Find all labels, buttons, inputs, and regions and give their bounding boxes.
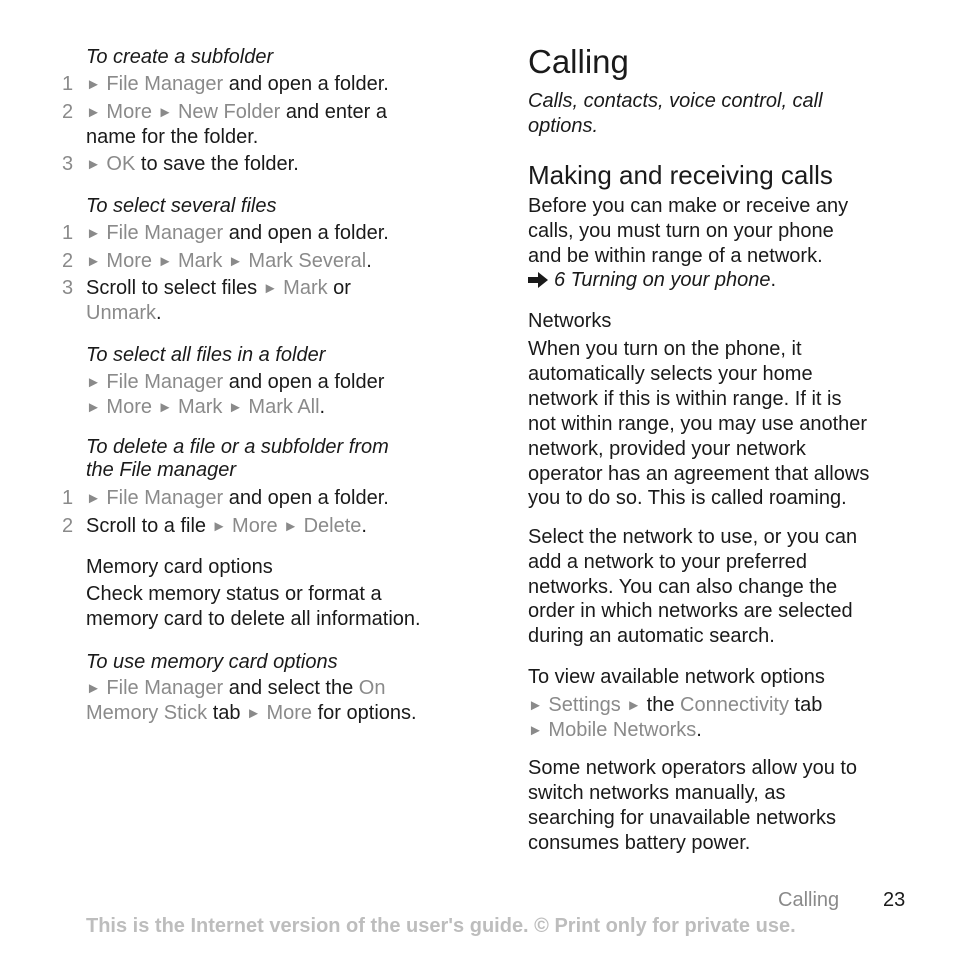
arrow-right-icon: ►: [228, 399, 243, 416]
step-line: ► Settings ► the Connectivity tab: [528, 694, 823, 716]
step-line-cont: name for the folder.: [86, 126, 259, 148]
step-line: ► More ► Mark ► Mark All.: [86, 396, 326, 418]
heading-view-network-options: To view available network options: [528, 666, 825, 688]
body-text: you to do so. This is called roaming.: [528, 487, 847, 509]
step-number: 2: [62, 250, 74, 272]
menu-path[interactable]: File Manager: [106, 371, 224, 393]
menu-path[interactable]: File Manager: [106, 73, 224, 95]
step-line: ► File Manager and open a folder.: [86, 222, 389, 244]
step-number: 3: [62, 153, 74, 175]
heading-networks: Networks: [528, 310, 612, 332]
menu-path[interactable]: Connectivity: [680, 694, 789, 716]
arrow-right-icon: ►: [86, 104, 101, 121]
menu-path[interactable]: On: [358, 677, 386, 699]
menu-path[interactable]: More: [106, 396, 152, 418]
body-text: automatically selects your home: [528, 363, 813, 385]
reference-arrow-icon: [528, 272, 548, 288]
menu-path[interactable]: File Manager: [106, 487, 224, 509]
body-text: networks. You can also change the: [528, 576, 838, 598]
menu-path[interactable]: New Folder: [177, 101, 281, 123]
body-text: Select the network to use, or you can: [528, 526, 858, 548]
body-text: during an automatic search.: [528, 625, 775, 647]
menu-path[interactable]: Mark: [177, 250, 223, 272]
menu-path[interactable]: Unmark: [86, 302, 157, 324]
arrow-right-icon: ►: [211, 518, 227, 535]
arrow-right-icon: ►: [86, 490, 101, 507]
page-title: Calling: [528, 43, 629, 80]
body-text: switch networks manually, as: [528, 782, 786, 804]
step-number: 3: [62, 277, 74, 299]
menu-path[interactable]: More: [266, 702, 313, 724]
arrow-right-icon: ►: [246, 705, 261, 722]
section-heading-making-calls: Making and receiving calls: [528, 160, 833, 190]
body-text: Some network operators allow you to: [528, 757, 858, 779]
arrow-right-icon: ►: [157, 399, 173, 416]
menu-path[interactable]: Mobile Networks: [548, 719, 697, 741]
step-number: 2: [62, 101, 74, 123]
body-text: order in which networks are selected: [528, 600, 853, 622]
arrow-right-icon: ►: [283, 518, 299, 535]
body-text: not within range, you may use another: [528, 413, 868, 435]
step-line: ► More ► New Folder and enter a: [86, 101, 388, 123]
body-text: network if this is within range. If it is: [528, 388, 842, 410]
subtitle: Calls, contacts, voice control, call: [528, 90, 823, 112]
step-line: ► OK to save the folder.: [86, 153, 299, 175]
arrow-right-icon: ►: [86, 374, 101, 391]
step-line: ► Mobile Networks.: [528, 719, 702, 741]
arrow-right-icon: ►: [86, 253, 101, 270]
step-line-cont: Unmark.: [86, 302, 162, 324]
body-text: When you turn on the phone, it: [528, 338, 802, 360]
heading-select-several: To select several files: [86, 195, 277, 217]
body-text: network, provided your network: [528, 438, 806, 460]
arrow-right-icon: ►: [528, 722, 543, 739]
step-line: ► File Manager and open a folder.: [86, 73, 389, 95]
step-number: 1: [62, 73, 74, 95]
arrow-right-icon: ►: [157, 253, 173, 270]
step-line: Scroll to select files ► Mark or: [86, 277, 351, 299]
arrow-right-icon: ►: [528, 697, 543, 714]
menu-path[interactable]: Delete: [303, 515, 362, 537]
body-text: calls, you must turn on your phone: [528, 220, 834, 242]
step-number: 2: [62, 515, 74, 537]
heading-use-memory: To use memory card options: [86, 651, 338, 673]
heading-delete-cont: the File manager: [86, 459, 237, 481]
heading-create-subfolder: To create a subfolder: [86, 46, 274, 68]
step-number: 1: [62, 222, 74, 244]
arrow-right-icon: ►: [86, 76, 101, 93]
body-text: searching for unavailable networks: [528, 807, 836, 829]
footer-notice: This is the Internet version of the user's guide. © Print only for private use.: [86, 915, 796, 937]
arrow-right-icon: ►: [86, 225, 101, 242]
heading-select-all: To select all files in a folder: [86, 344, 326, 366]
arrow-right-icon: ►: [86, 156, 101, 173]
menu-path[interactable]: File Manager: [106, 222, 224, 244]
arrow-right-icon: ►: [157, 104, 173, 121]
body-text: consumes battery power.: [528, 832, 751, 854]
menu-path[interactable]: More: [106, 250, 152, 272]
menu-path[interactable]: Memory Stick: [86, 702, 208, 724]
menu-path[interactable]: Settings: [548, 694, 621, 716]
body-text: and be within range of a network.: [528, 245, 823, 267]
menu-path[interactable]: Mark All: [248, 396, 320, 418]
menu-path[interactable]: File Manager: [106, 677, 224, 699]
body-text: operator has an agreement that allows: [528, 463, 870, 485]
cross-reference[interactable]: 6 Turning on your phone.: [528, 268, 776, 293]
arrow-right-icon: ►: [626, 697, 642, 714]
arrow-right-icon: ►: [228, 253, 243, 270]
step-line: ► File Manager and open a folder.: [86, 487, 389, 509]
menu-path[interactable]: OK: [106, 153, 136, 175]
menu-path[interactable]: More: [232, 515, 278, 537]
menu-path[interactable]: Mark Several: [248, 250, 367, 272]
body-text: add a network to your preferred: [528, 551, 808, 573]
arrow-right-icon: ►: [86, 399, 101, 416]
subtitle: options.: [528, 115, 599, 137]
menu-path[interactable]: Mark: [177, 396, 223, 418]
step-line: ► File Manager and select the On: [86, 677, 386, 699]
body-text: Before you can make or receive any: [528, 195, 849, 217]
step-line: ► More ► Mark ► Mark Several.: [86, 250, 372, 272]
heading-delete: To delete a file or a subfolder from: [86, 436, 389, 458]
step-number: 1: [62, 487, 74, 509]
step-line: ► File Manager and open a folder: [86, 371, 385, 393]
footer-section-name: Calling: [778, 889, 840, 911]
arrow-right-icon: ►: [86, 680, 101, 697]
menu-path[interactable]: Mark: [283, 277, 328, 299]
heading-memory-card: Memory card options: [86, 556, 273, 578]
body-text: memory card to delete all information.: [86, 608, 421, 630]
step-line: Scroll to a file ► More ► Delete.: [86, 515, 367, 537]
menu-path[interactable]: More: [106, 101, 152, 123]
arrow-right-icon: ►: [262, 280, 278, 297]
body-text: Check memory status or format a: [86, 583, 382, 605]
step-line: Memory Stick tab ► More for options.: [86, 702, 417, 724]
page-number: 23: [883, 889, 906, 911]
